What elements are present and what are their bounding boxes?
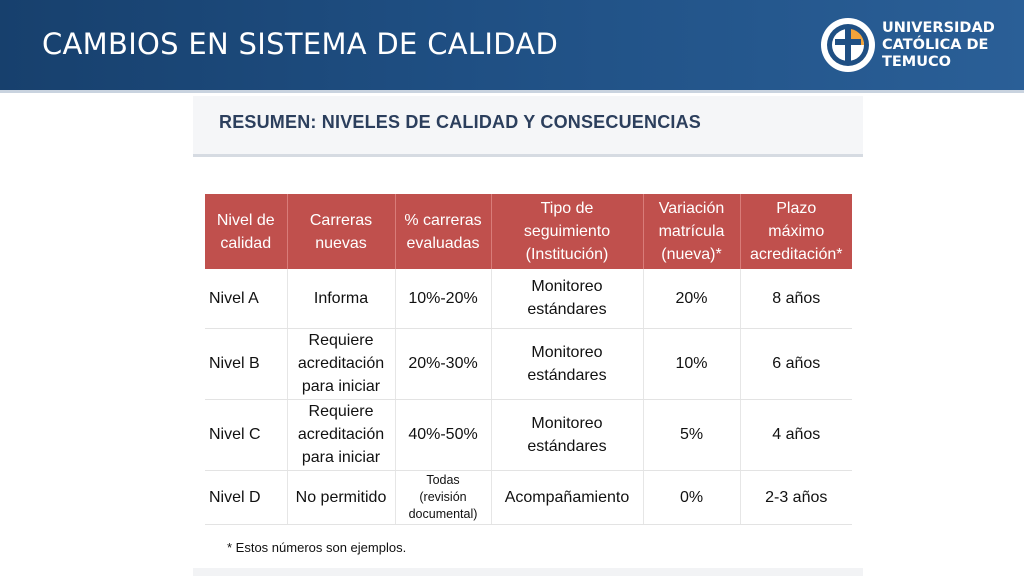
cell-evaluadas: Todas (revisión documental)	[395, 470, 491, 524]
university-crest-icon	[820, 17, 876, 73]
table-row	[205, 328, 852, 399]
cell-variacion: 5%	[643, 399, 740, 470]
cell-seguimiento: Monitoreo estándares	[491, 328, 643, 399]
column-header: Tipo de seguimiento (Institución)	[491, 194, 643, 269]
cell-plazo: 6 años	[740, 328, 852, 399]
cell-seguimiento: Monitoreo estándares	[491, 399, 643, 470]
table-row	[205, 470, 852, 524]
cell-evaluadas: 20%-30%	[395, 328, 491, 399]
cell-plazo: 2-3 años	[740, 470, 852, 524]
university-name	[882, 20, 995, 71]
cell-variacion: 10%	[643, 328, 740, 399]
slide-title: CAMBIOS EN SISTEMA DE CALIDAD	[42, 27, 559, 61]
footnote: * Estos números son ejemplos.	[227, 540, 407, 555]
cell-variacion: 20%	[643, 269, 740, 328]
cell-plazo: 4 años	[740, 399, 852, 470]
cell-carreras: No permitido	[287, 470, 395, 524]
table-row	[205, 269, 852, 328]
cell-nivel: Nivel D	[205, 470, 287, 524]
university-name-line: CATÓLICA DE	[882, 37, 989, 53]
cell-nivel: Nivel B	[205, 328, 287, 399]
panel-header	[193, 96, 863, 157]
cell-carreras: Requiere acreditación para iniciar	[287, 328, 395, 399]
panel-footer-strip	[193, 568, 863, 576]
table-row	[205, 399, 852, 470]
cell-nivel: Nivel A	[205, 269, 287, 328]
cell-carreras: Informa	[287, 269, 395, 328]
header-divider	[0, 90, 1024, 93]
cell-evaluadas: 40%-50%	[395, 399, 491, 470]
column-header: Carreras nuevas	[287, 194, 395, 269]
cell-seguimiento: Monitoreo estándares	[491, 269, 643, 328]
cell-variacion: 0%	[643, 470, 740, 524]
cell-evaluadas: 10%-20%	[395, 269, 491, 328]
cell-plazo: 8 años	[740, 269, 852, 328]
quality-levels-table	[205, 194, 852, 525]
panel-title: RESUMEN: NIVELES DE CALIDAD Y CONSECUENCIAS	[219, 112, 701, 132]
table-header-row	[205, 194, 852, 269]
column-header: Plazo máximo acreditación*	[740, 194, 852, 269]
column-header: Variación matrícula (nueva)*	[643, 194, 740, 269]
university-name-line: TEMUCO	[882, 54, 951, 70]
cell-seguimiento: Acompañamiento	[491, 470, 643, 524]
column-header: Nivel de calidad	[205, 194, 287, 269]
cell-carreras: Requiere acreditación para iniciar	[287, 399, 395, 470]
column-header: % carreras evaluadas	[395, 194, 491, 269]
university-name-line: UNIVERSIDAD	[882, 20, 995, 36]
cell-nivel: Nivel C	[205, 399, 287, 470]
